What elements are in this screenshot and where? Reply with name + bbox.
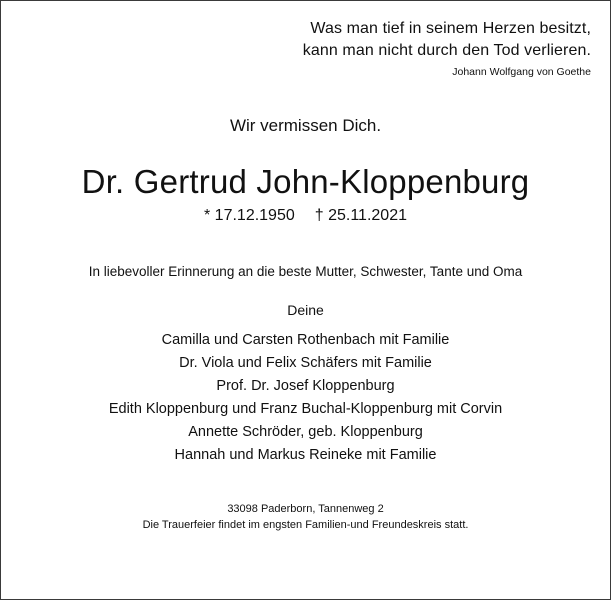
memory-text: In liebevoller Erinnerung an die beste Mutter, Schwester, Tante und Oma <box>88 264 523 279</box>
quote-line-2: kann man nicht durch den Tod verlieren. <box>302 42 591 59</box>
ceremony-note: Die Trauerfeier findet im engsten Familien-und Freundeskreis statt. <box>142 519 469 531</box>
intro-text: Wir vermissen Dich. <box>229 116 382 135</box>
life-dates <box>0 205 611 227</box>
death-date: † 25.11.2021 <box>314 207 407 224</box>
quote-line-1: Was man tief in seinem Herzen besitzt, <box>310 20 591 37</box>
deceased-name: Dr. Gertrud John-Kloppenburg <box>81 163 530 200</box>
family-member: Prof. Dr. Josef Kloppenburg <box>216 378 395 394</box>
family-member: Camilla und Carsten Rothenbach mit Familie <box>161 332 450 348</box>
family-member: Hannah und Markus Reineke mit Familie <box>174 447 437 463</box>
address-text: 33098 Paderborn, Tannenweg 2 <box>227 503 384 515</box>
signoff-text: Deine <box>287 302 324 318</box>
birth-date: * 17.12.1950 <box>204 207 295 224</box>
family-list <box>0 329 611 467</box>
family-member: Edith Kloppenburg und Franz Buchal-Kloppenburg mit Corvin <box>108 401 503 417</box>
family-member: Dr. Viola und Felix Schäfers mit Familie <box>179 355 432 371</box>
family-member: Annette Schröder, geb. Kloppenburg <box>188 424 423 440</box>
quote-author: Johann Wolfgang von Goethe <box>452 66 591 78</box>
goethe-quote <box>303 18 591 80</box>
